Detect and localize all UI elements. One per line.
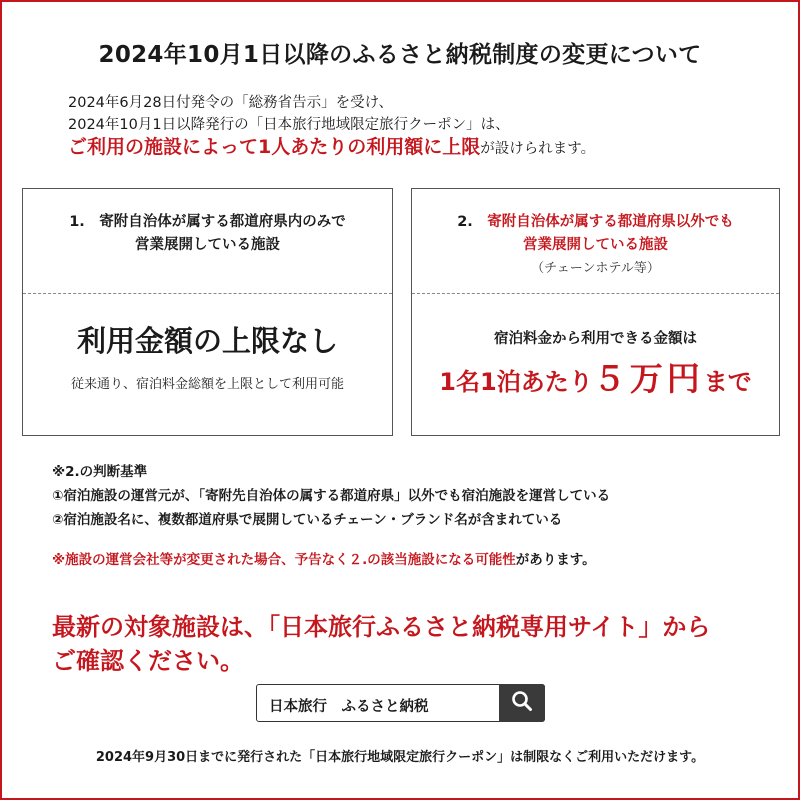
no-limit-label: 利用金額の上限なし: [76, 324, 338, 358]
intro-tail: が設けられます。: [480, 141, 596, 157]
card-right-heading-line-1: [412, 211, 779, 234]
criteria-item-2: ②宿泊施設名に、複数都道府県で展開しているチェーン・ブランド名が含まれている: [52, 512, 563, 528]
no-limit-note: 従来通り、宿泊料金総額を上限として利用可能: [70, 377, 344, 392]
intro-highlight: ご利用の施設によって1人あたりの利用額に上限: [68, 136, 481, 158]
search-icon: [510, 689, 534, 717]
cta-line-2: ご確認ください。: [52, 647, 244, 675]
intro-line-1: 2024年6月28日付発令の「総務省告示」を受け、: [68, 95, 393, 111]
cta-text: [52, 610, 710, 678]
card-with-limit: [411, 188, 780, 436]
limit-prefix: 1名1泊あたり: [439, 368, 593, 396]
card-left-heading-line-2: 営業展開している施設: [135, 237, 280, 253]
card-right-divider: [412, 293, 779, 294]
card-right-heading: [412, 211, 779, 280]
search-query[interactable]: 日本旅行 ふるさと納税: [269, 699, 429, 715]
card-left-heading-line-1: 1. 寄附自治体が属する都道府県内のみで: [69, 214, 346, 230]
intro-line-2: 2024年10月1日以降発行の「日本旅行地域限定旅行クーポン」は、: [68, 117, 510, 133]
warning-tail: があります。: [515, 552, 596, 568]
card-right-heading-note: （チェーンホテル等）: [531, 261, 660, 276]
criteria-list: [52, 460, 610, 532]
change-warning: [52, 548, 596, 568]
card-left-heading: [23, 211, 392, 257]
warning-red: ※施設の運営会社等が変更された場合、予告なく２.の該当施設になる可能性: [52, 552, 516, 568]
footer-note: 2024年9月30日までに発行された「日本旅行地域限定旅行クーポン」は制限なくご利用いただけます。: [95, 750, 705, 765]
criteria-heading: ※2.の判断基準: [52, 464, 148, 480]
card-right-heading-text-1: 寄附自治体が属する都道府県以外でも: [487, 214, 734, 230]
card-no-limit: [22, 188, 393, 436]
intro-text: [68, 92, 595, 160]
search-box[interactable]: [256, 684, 545, 722]
card-left-divider: [23, 293, 392, 294]
cta-line-1: 最新の対象施設は、「日本旅行ふるさと納税専用サイト」から: [52, 613, 711, 641]
page-title: 2024年10月1日以降のふるさと納税制度の変更について: [98, 42, 702, 68]
intro-line-3: [68, 136, 595, 160]
card-right-heading-line-2: 営業展開している施設: [523, 237, 668, 253]
card-right-number: 2.: [457, 214, 473, 230]
search-button[interactable]: [499, 684, 545, 722]
fee-label: 宿泊料金から利用できる金額は: [494, 331, 697, 347]
limit-value: ５万円: [592, 359, 704, 398]
limit-suffix: まで: [703, 368, 752, 396]
criteria-item-1: ①宿泊施設の運営元が、「寄附先自治体の属する都道府県」以外でも宿泊施設を運営している: [52, 488, 611, 504]
limit-amount: [412, 353, 779, 400]
